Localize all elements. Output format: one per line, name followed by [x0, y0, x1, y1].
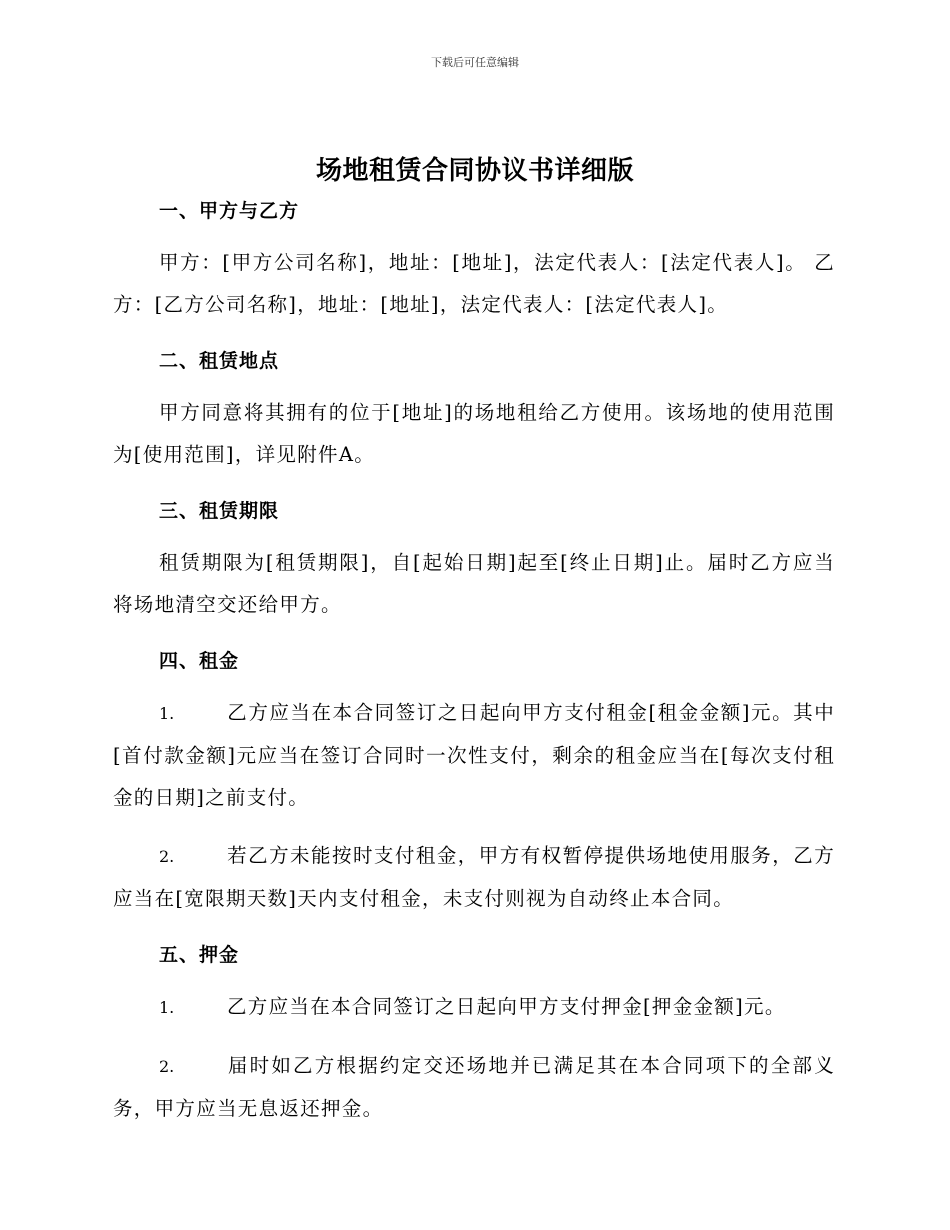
- list-number: 1.: [159, 998, 175, 1017]
- page-header-note: 下载后可任意编辑: [431, 56, 519, 69]
- list-item-rent-2: [113, 835, 835, 920]
- list-item-deposit-2: [113, 1045, 835, 1130]
- section-paragraph-term: 租赁期限为[租赁期限]，自[起始日期]起至[终止日期]止。届时乙方应当将场地清空交还给甲方。: [113, 551, 835, 616]
- section-paragraph-parties: 甲方：[甲方公司名称]，地址：[地址]，法定代表人：[法定代表人]。 乙方：[乙方公司名称]，地址：[地址]，法定代表人：[法定代表人]。: [113, 251, 835, 316]
- list-item-deposit-1: [113, 986, 835, 1029]
- document-body: [113, 192, 835, 1146]
- list-item-text: 乙方应当在本合同签订之日起向甲方支付押金[押金金额]元。: [227, 995, 786, 1018]
- list-item-rent-1: [113, 692, 835, 819]
- list-item-text: 乙方应当在本合同签订之日起向甲方支付租金[租金金额]元。其中[首付款金额]元应当在签订合同时一次性支付，剩余的租金应当在[每次支付租金的日期]之前支付。: [113, 701, 835, 809]
- list-item-text: 若乙方未能按时支付租金，甲方有权暂停提供场地使用服务，乙方应当在[宽限期天数]天内支付租金，未支付则视为自动终止本合同。: [113, 844, 835, 910]
- section-heading-location: 二、租赁地点: [159, 350, 280, 372]
- list-item-text: 届时如乙方根据约定交还场地并已满足其在本合同项下的全部义务，甲方应当无息返还押金。: [113, 1054, 835, 1120]
- list-number: 2.: [159, 1057, 175, 1076]
- section-paragraph-location: 甲方同意将其拥有的位于[地址]的场地租给乙方使用。该场地的使用范围为[使用范围]，详见附件A。: [113, 401, 835, 466]
- list-number: 2.: [159, 847, 175, 866]
- list-number: 1.: [159, 704, 175, 723]
- section-heading-deposit: 五、押金: [159, 944, 240, 966]
- section-heading-rent: 四、租金: [159, 650, 240, 672]
- section-heading-parties: 一、甲方与乙方: [159, 200, 300, 222]
- document-title: 场地租赁合同协议书详细版: [315, 156, 634, 186]
- section-heading-term: 三、租赁期限: [159, 500, 280, 522]
